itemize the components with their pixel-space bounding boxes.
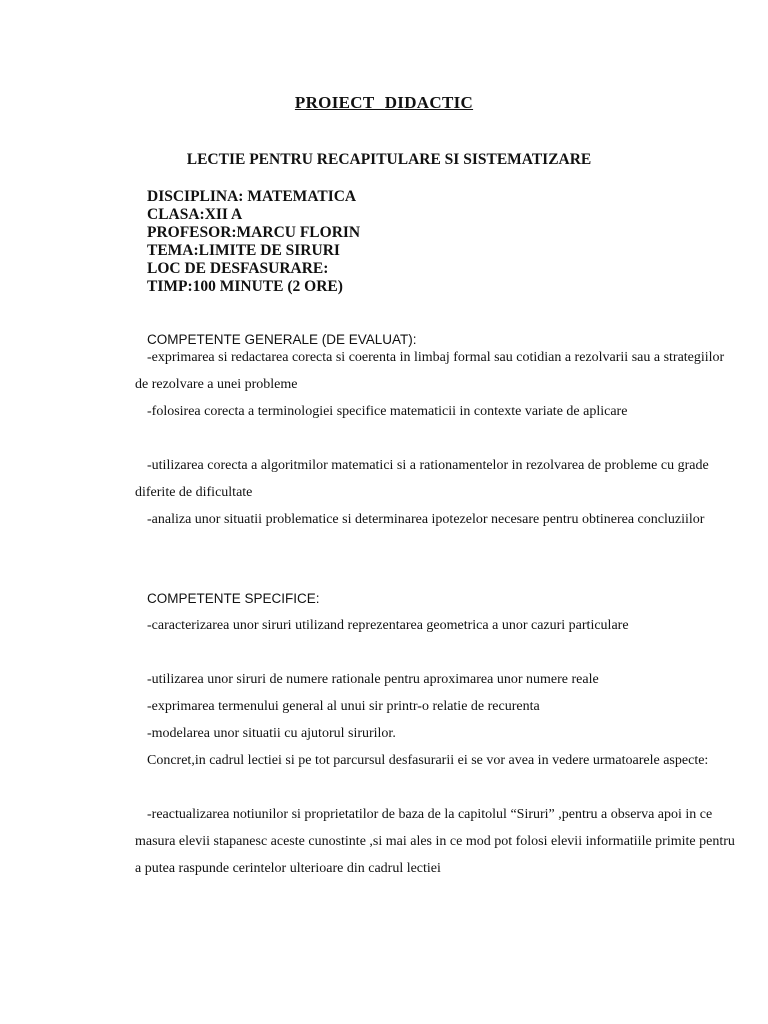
specific-competence-item: -modelarea unor situatii cu ajutorul sirurilor. (147, 726, 396, 741)
specific-competence-item: -utilizarea unor siruri de numere rationale pentru aproximarea unor numere reale (147, 672, 599, 687)
lesson-info-block (147, 188, 360, 296)
document-title: PROIECT DIDACTIC (294, 93, 474, 112)
lesson-focus-paragraph: Concret,in cadrul lectiei si pe tot parcursul desfasurarii ei se vor avea in vedere urmatoarele aspecte: (147, 753, 709, 768)
general-competence-item: -folosirea corecta a terminologiei specifice matematicii in contexte variate de aplicare (147, 404, 628, 419)
info-location: LOC DE DESFASURARE: (147, 260, 329, 277)
specific-competence-item: -caracterizarea unor siruri utilizand reprezentarea geometrica a unor cazuri particulare (147, 618, 629, 633)
info-teacher: PROFESOR:MARCU FLORIN (147, 224, 361, 241)
general-competence-item: -utilizarea corecta a algoritmilor matematici si a rationamentelor in rezolvarea de probleme cu grade diferite de dificultate (135, 458, 709, 500)
document-subtitle: LECTIE PENTRU RECAPITULARE SI SISTEMATIZARE (186, 151, 592, 168)
general-competence-item: -analiza unor situatii problematice si determinarea ipotezelor necesare pentru obtinerea concluziilor (147, 512, 705, 527)
lesson-focus-paragraph: -reactualizarea notiunilor si proprietatilor de baza de la capitolul “Siruri” ,pentru a observa apoi in ce masura elevii stapanesc aceste cunostinte ,si mai ales in ce mod pot folosi elevii informatiile primite pentru a putea raspunde cerintelor ulterioare din cadrul lectiei (135, 807, 735, 876)
info-topic: TEMA:LIMITE DE SIRURI (147, 242, 340, 259)
general-competences-heading: COMPETENTE GENERALE (DE EVALUAT): (147, 332, 417, 347)
info-discipline: DISCIPLINA: MATEMATICA (147, 188, 357, 205)
specific-competences-heading: COMPETENTE SPECIFICE: (147, 591, 320, 606)
specific-competence-item: -exprimarea termenului general al unui sir printr-o relatie de recurenta (147, 699, 540, 714)
info-duration: TIMP:100 MINUTE (2 ORE) (147, 278, 343, 295)
general-competence-item: -exprimarea si redactarea corecta si coerenta in limbaj formal sau cotidian a rezolvarii sau a strategiilor de rezolvare a unei probleme (135, 350, 725, 392)
info-class: CLASA:XII A (147, 206, 243, 223)
